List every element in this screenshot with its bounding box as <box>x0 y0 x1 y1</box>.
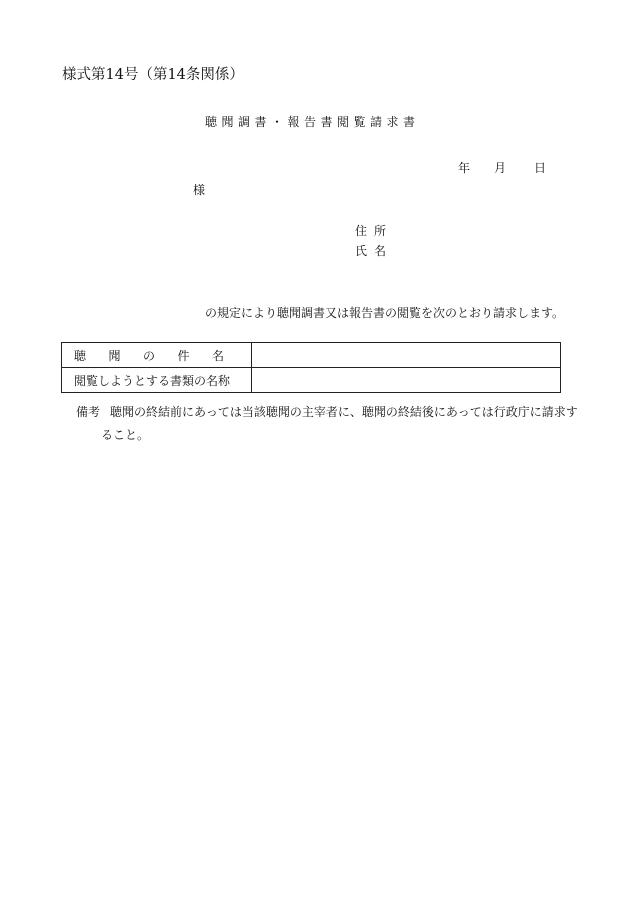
applicant-address-label: 住所 <box>355 224 394 238</box>
date-year-label: 年 <box>458 161 471 175</box>
document-name-field[interactable] <box>252 368 561 393</box>
label-char: 聴 <box>74 348 87 363</box>
request-table <box>61 342 561 393</box>
remarks-line-1: 聴聞の終結前にあっては当該聴聞の主宰者に、聴聞の終結後にあっては行政庁に請求す <box>110 405 578 419</box>
table-row <box>62 343 561 368</box>
label-char: の <box>142 348 155 363</box>
table-row <box>62 368 561 393</box>
label-char: 件 <box>177 348 190 363</box>
hearing-case-name-field[interactable] <box>252 343 561 368</box>
addressee-suffix: 様 <box>193 183 206 197</box>
remarks-heading: 備考 <box>76 405 101 419</box>
label-char: 聞 <box>108 348 121 363</box>
applicant-name-label: 氏名 <box>355 244 394 258</box>
date-month-label: 月 <box>494 161 507 175</box>
label-char: 名 <box>211 348 224 363</box>
request-statement: の規定により聴聞調書又は報告書の閲覧を次のとおり請求します。 <box>205 306 565 320</box>
date-line <box>458 159 546 176</box>
document-name-label: 閲覧しようとする書類の名称 <box>62 368 252 393</box>
date-day-label: 日 <box>534 161 547 175</box>
document-title: 聴聞調書・報告書閲覧請求書 <box>205 115 420 129</box>
form-number: 様式第14号（第14条関係） <box>62 67 244 83</box>
hearing-case-name-label <box>62 343 252 368</box>
remarks-line-2: ること。 <box>101 428 150 442</box>
